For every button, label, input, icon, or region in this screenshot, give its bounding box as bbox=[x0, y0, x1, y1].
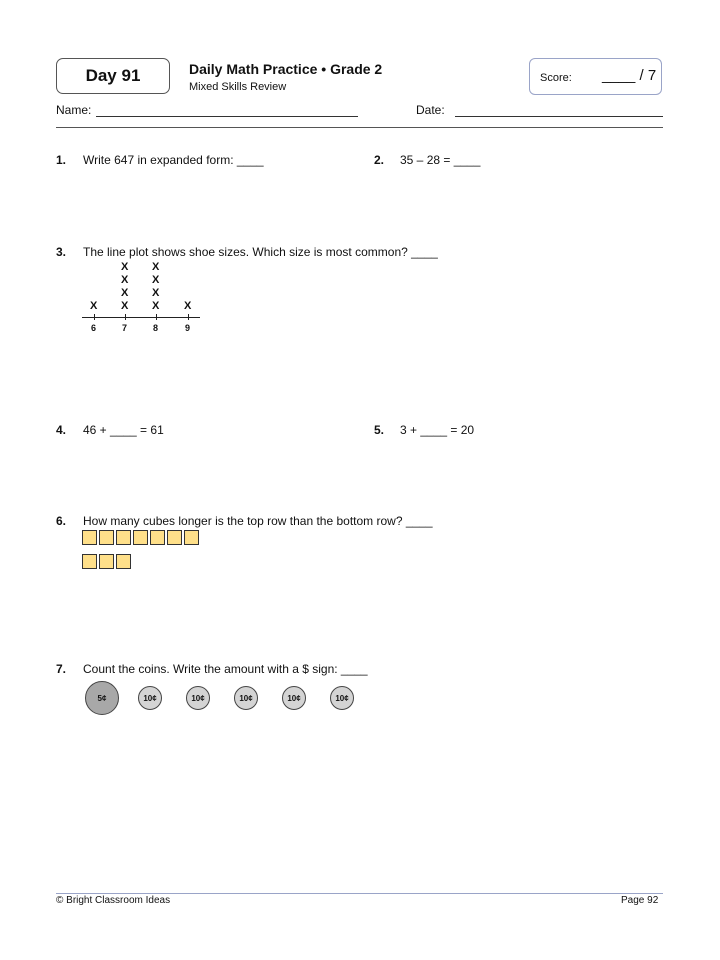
question-7-text: Count the coins. Write the amount with a $ sign: ____ bbox=[83, 662, 368, 676]
cube bbox=[116, 530, 131, 545]
footer-credit: © Bright Classroom Ideas bbox=[56, 895, 171, 906]
line-plot-mark: X bbox=[152, 300, 160, 312]
cube bbox=[133, 530, 148, 545]
coin: 10¢ bbox=[330, 686, 354, 710]
line-plot-mark: X bbox=[184, 300, 192, 312]
score-value: ____ / 7 bbox=[602, 67, 657, 84]
line-plot-mark: X bbox=[152, 261, 160, 273]
worksheet-title: Daily Math Practice • Grade 2 bbox=[189, 61, 383, 77]
cube bbox=[82, 554, 97, 569]
cube bbox=[99, 530, 114, 545]
line-plot-tick-label: 6 bbox=[91, 323, 97, 333]
line-plot-tick-label: 7 bbox=[122, 323, 128, 333]
line-plot-mark: X bbox=[152, 287, 160, 299]
name-label: Name: bbox=[56, 103, 92, 117]
header-divider bbox=[56, 127, 663, 128]
question-2-number: 2. bbox=[374, 153, 385, 167]
question-5-text: 3 + ____ = 20 bbox=[400, 423, 475, 437]
name-field[interactable] bbox=[96, 116, 358, 117]
cube bbox=[167, 530, 182, 545]
question-4-text: 46 + ____ = 61 bbox=[83, 423, 164, 437]
footer-divider bbox=[56, 893, 663, 894]
coin: 10¢ bbox=[138, 686, 162, 710]
coin: 5¢ bbox=[85, 681, 119, 715]
question-6-number: 6. bbox=[56, 514, 67, 528]
question-1-number: 1. bbox=[56, 153, 67, 167]
question-2-text: 35 – 28 = ____ bbox=[400, 153, 481, 167]
coin: 10¢ bbox=[234, 686, 258, 710]
line-plot-mark: X bbox=[121, 274, 129, 286]
cube bbox=[116, 554, 131, 569]
line-plot-mark: X bbox=[90, 300, 98, 312]
question-5-number: 5. bbox=[374, 423, 385, 437]
line-plot-mark: X bbox=[121, 261, 129, 273]
date-field[interactable] bbox=[455, 116, 663, 117]
line-plot-mark: X bbox=[121, 300, 129, 312]
question-3-number: 3. bbox=[56, 245, 67, 259]
date-label: Date: bbox=[416, 103, 445, 117]
line-plot-mark: X bbox=[152, 274, 160, 286]
question-6-text: How many cubes longer is the top row than the bottom row? ____ bbox=[83, 514, 433, 528]
line-plot-tick-label: 8 bbox=[153, 323, 159, 333]
cube bbox=[184, 530, 199, 545]
cube bbox=[82, 530, 97, 545]
worksheet-subtitle: Mixed Skills Review bbox=[189, 81, 287, 93]
line-plot-tick-label: 9 bbox=[185, 323, 191, 333]
score-label: Score: bbox=[540, 72, 572, 84]
score-box bbox=[529, 58, 662, 95]
page-number: Page 92 bbox=[621, 895, 659, 906]
question-3-text: The line plot shows shoe sizes. Which size is most common? ____ bbox=[83, 245, 438, 259]
coin: 10¢ bbox=[282, 686, 306, 710]
line-plot-mark: X bbox=[121, 287, 129, 299]
cube bbox=[150, 530, 165, 545]
cube bbox=[99, 554, 114, 569]
day-label: Day 91 bbox=[56, 58, 170, 94]
question-4-number: 4. bbox=[56, 423, 67, 437]
coin: 10¢ bbox=[186, 686, 210, 710]
line-plot-axis bbox=[82, 317, 200, 318]
question-1-text: Write 647 in expanded form: ____ bbox=[83, 153, 264, 167]
question-7-number: 7. bbox=[56, 662, 67, 676]
